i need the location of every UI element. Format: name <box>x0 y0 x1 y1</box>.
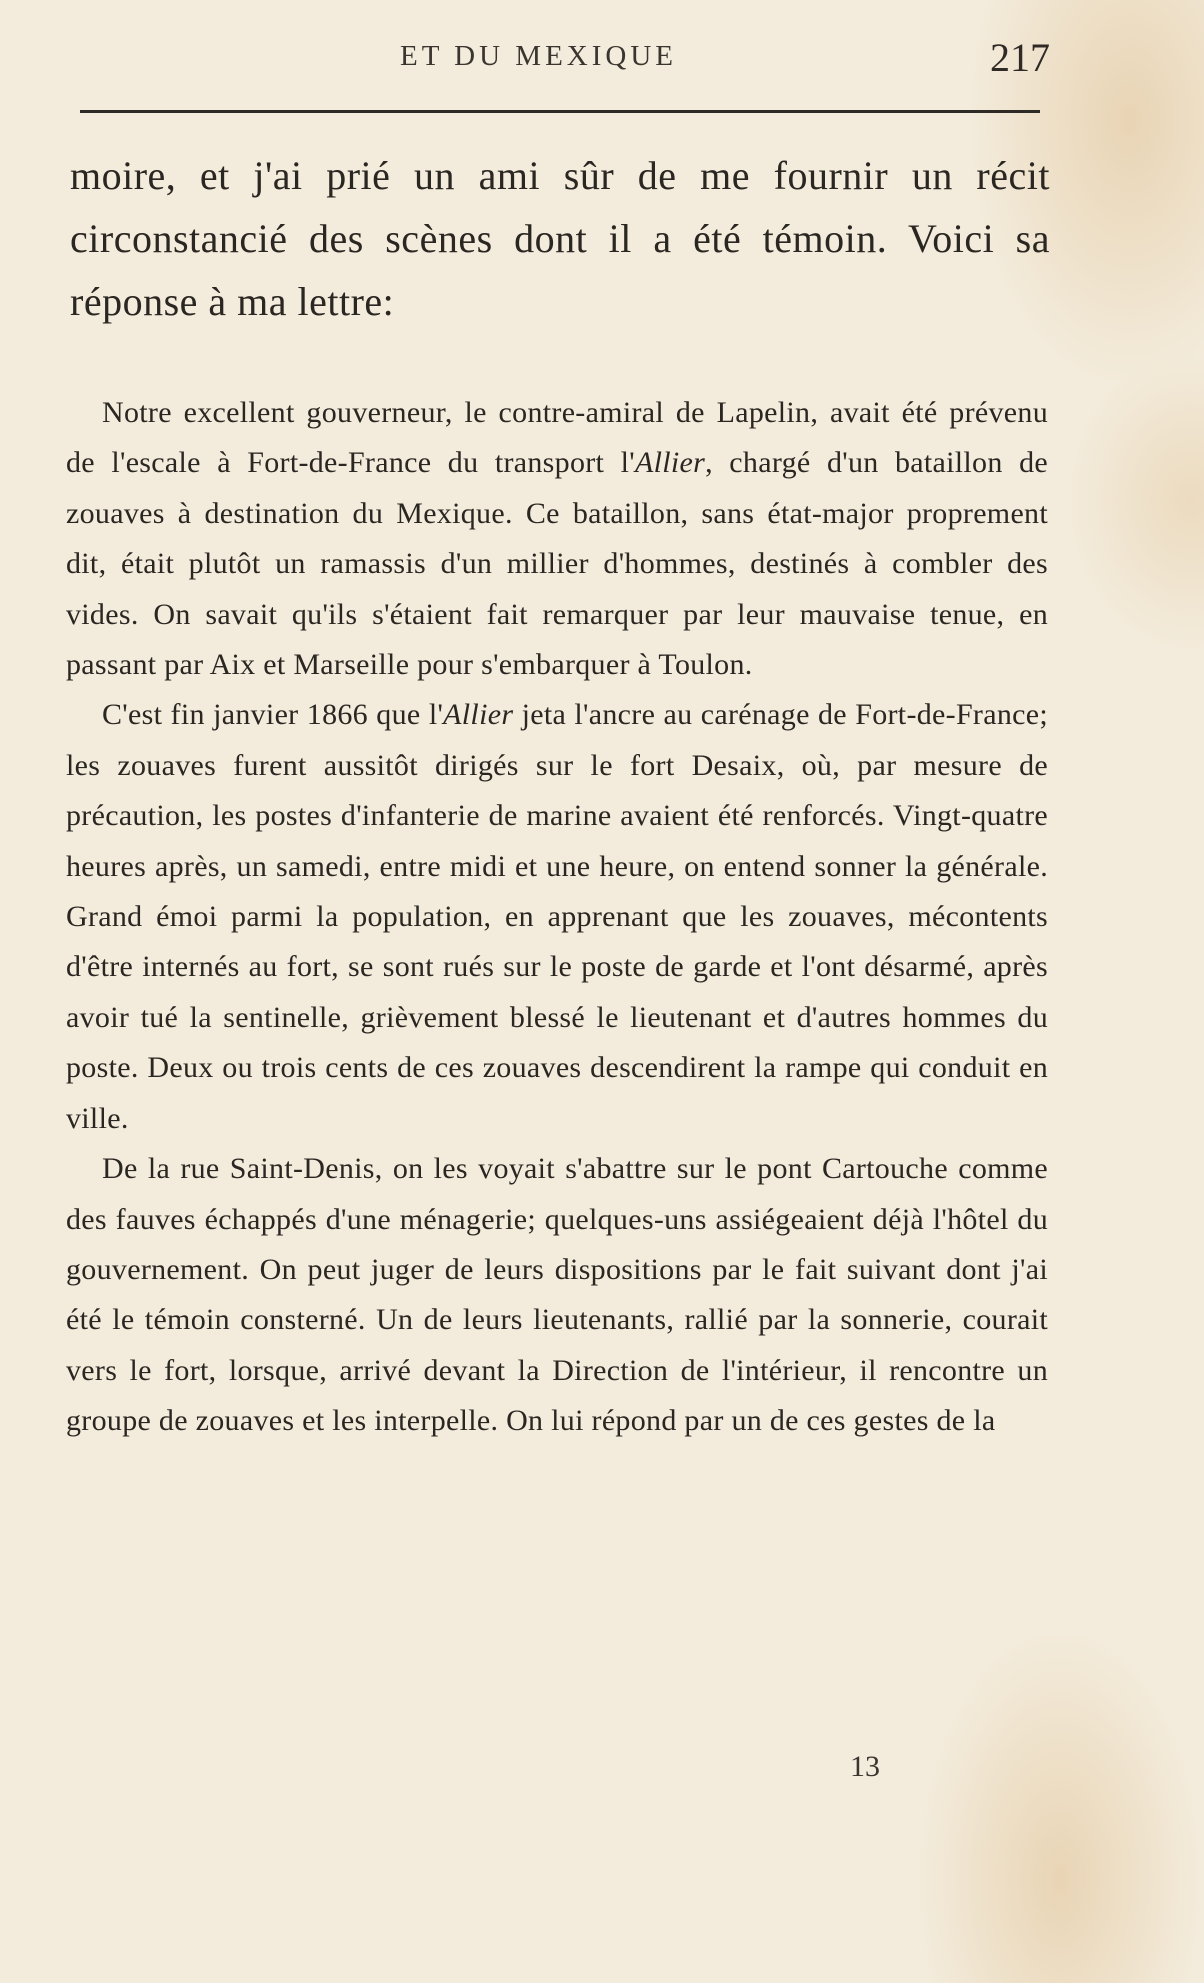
letter-body <box>66 388 1048 1447</box>
running-head: ET DU MEXIQUE <box>400 40 677 72</box>
intro-paragraph <box>70 144 1050 333</box>
letter-p1-text-b: , chargé d'un bataillon de zouaves à destination du Mexique. Ce bataillon, sans état-major proprement dit, était plutôt un ramassis d'un millier d'hommes, destinés à combler des vides. On savait qu'ils s'étaient fait remarquer par leur mauvaise tenue, en passant par Aix et Marseille pour s'embarquer à Toulon. <box>66 446 1048 682</box>
signature-mark: 13 <box>850 1750 880 1783</box>
letter-paragraph-1 <box>66 388 1048 690</box>
header-rule <box>80 110 1040 113</box>
page-number: 217 <box>990 35 1050 80</box>
letter-p1-text-a: Notre excellent gouverneur, le contre-amiral de Lapelin, avait été prévenu de l'escale à Fort-de-France du transport l' <box>66 396 1048 480</box>
intro-text: moire, et j'ai prié un ami sûr de me fournir un récit circonstancié des scènes dont il a été témoin. Voici sa réponse à ma lettre: <box>70 153 1050 324</box>
ship-name: Allier <box>443 698 514 732</box>
letter-paragraph-2 <box>66 690 1048 1144</box>
ship-name: Allier <box>634 446 706 480</box>
letter-paragraph-3: De la rue Saint-Denis, on les voyait s'abattre sur le pont Cartouche comme des fauves échappés d'une ménagerie; quelques-uns assiégeaient déjà l'hôtel du gouvernement. On peut juger de leurs dispositions par le fait suivant dont j'ai été le témoin consterné. Un de leurs lieutenants, rallié par la sonnerie, courait vers le fort, lorsque, arrivé devant la Direction de l'intérieur, il rencontre un groupe de zouaves et les interpelle. On lui répond par un de ces gestes de la <box>66 1152 1048 1438</box>
letter-p2-text-b: jeta l'ancre au carénage de Fort-de-France; les zouaves furent aussitôt dirigés sur le fort Desaix, où, par mesure de précaution, les postes d'infanterie de marine avaient été renforcés. Vingt-quatre heures après, un samedi, entre midi et une heure, on entend sonner la générale. Grand émoi parmi la population, en apprenant que les zouaves, mécontents d'être internés au fort, se sont rués sur le poste de garde et l'ont désarmé, après avoir tué la sentinelle, grièvement blessé le lieutenant et d'autres hommes du poste. Deux ou trois cents de ces zouaves descendirent la rampe qui conduit en ville. <box>66 698 1048 1135</box>
letter-p2-text-a: C'est fin janvier 1866 que l' <box>102 698 444 732</box>
